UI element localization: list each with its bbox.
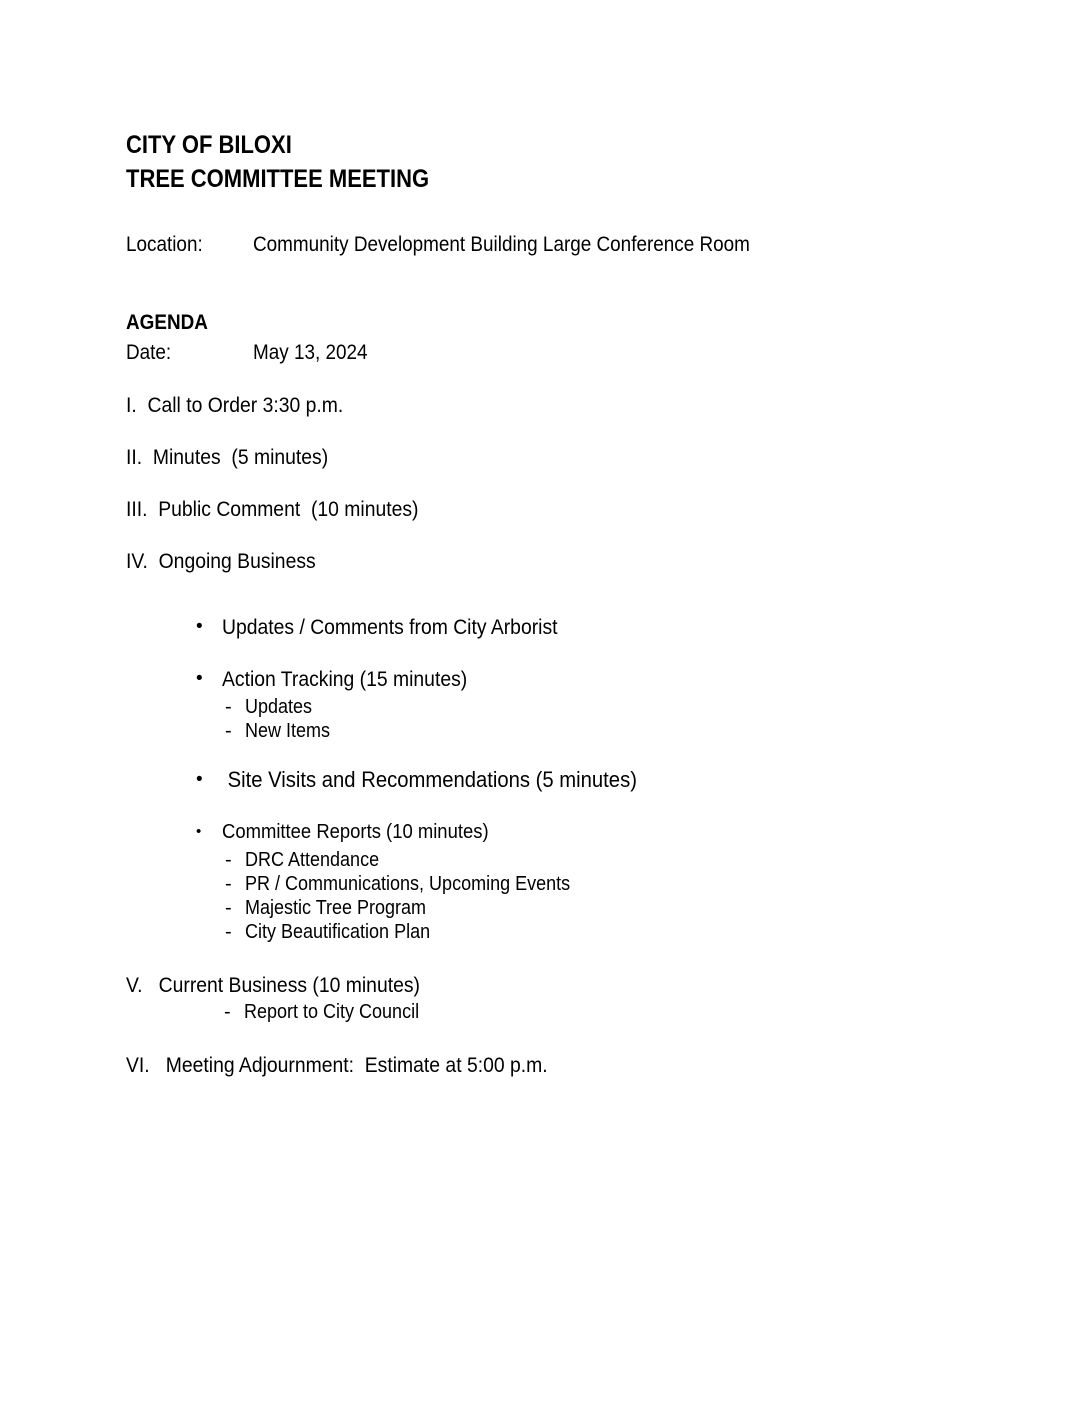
agenda-document-body (126, 128, 1006, 1080)
agenda-item-ii-text: II. Minutes (5 minutes) (126, 445, 329, 469)
bullet-item-action-tracking (196, 664, 1006, 694)
bullet-icon: • (196, 769, 203, 790)
bullet-item-committee-reports (196, 817, 1006, 847)
spacer-after-title (126, 196, 1006, 230)
location-value-cell (253, 230, 805, 260)
spacer-before-bullets-2 (126, 598, 1006, 612)
agenda-item-vi-text: VI. Meeting Adjournment: Estimate at 5:00 p.m. (126, 1053, 548, 1077)
date-label-cell (126, 338, 253, 368)
agenda-heading-text: AGENDA (126, 311, 208, 334)
agenda-section-v (126, 970, 1006, 1024)
document-title-line-1 (126, 128, 1006, 162)
dash-icon: - (225, 921, 232, 943)
bullet-item-arborist (196, 612, 1006, 642)
dash-icon: - (224, 1001, 231, 1023)
agenda-item-iii (126, 494, 1006, 524)
agenda-heading (126, 308, 1006, 338)
sub-item-city-beautification-plan (225, 920, 1006, 944)
bullet-icon: • (196, 823, 202, 840)
sub-item-drc-attendance-text: DRC Attendance (245, 849, 380, 871)
sub-item-city-beautification-plan-text: City Beautification Plan (245, 921, 431, 943)
bullet-item-committee-reports-text: Committee Reports (10 minutes) (222, 820, 489, 843)
agenda-item-i-text: I. Call to Order 3:30 p.m. (126, 393, 344, 417)
agenda-item-iv-text: IV. Ongoing Business (126, 549, 316, 573)
dash-icon: - (225, 696, 232, 718)
sub-item-majestic-tree-program (225, 896, 1006, 920)
agenda-item-v (126, 970, 1006, 1000)
agenda-item-v-text: V. Current Business (10 minutes) (126, 973, 420, 997)
spacer-after-location (126, 260, 1006, 294)
spacer-before-committee-reports (126, 795, 1006, 817)
sub-item-report-to-city-council (224, 1000, 1006, 1024)
bullet-item-site-visits-text: Site Visits and Recommendations (5 minutes) (222, 767, 637, 792)
location-label-cell (126, 230, 253, 260)
spacer-before-action-tracking (126, 642, 1006, 664)
document-title-line-1-text: CITY OF BILOXI (126, 131, 292, 159)
dash-icon: - (225, 720, 232, 742)
agenda-item-vi (126, 1050, 1006, 1080)
spacer-before-item-ii (126, 420, 1006, 442)
bullet-item-arborist-text: Updates / Comments from City Arborist (222, 615, 558, 639)
sub-item-updates-text: Updates (245, 696, 313, 718)
bullet-icon: • (196, 668, 203, 689)
spacer-after-location-2 (126, 294, 1006, 308)
bullet-item-action-tracking-text: Action Tracking (15 minutes) (222, 667, 468, 691)
spacer-before-item-iv (126, 524, 1006, 546)
date-label: Date: (126, 341, 172, 364)
document-title-line-2 (126, 162, 1006, 196)
dash-icon: - (225, 897, 232, 919)
sub-item-majestic-tree-program-text: Majestic Tree Program (245, 897, 427, 919)
sub-item-new-items-text: New Items (245, 720, 331, 742)
sub-item-drc-attendance (225, 848, 1006, 872)
sub-item-updates (225, 695, 1006, 719)
agenda-item-iii-text: III. Public Comment (10 minutes) (126, 497, 419, 521)
date-value-cell (253, 338, 380, 368)
date-value: May 13, 2024 (253, 341, 368, 364)
agenda-item-iv (126, 546, 1006, 576)
spacer-before-site-visits (126, 743, 1006, 765)
spacer-before-item-i (126, 368, 1006, 390)
sub-item-report-to-city-council-text: Report to City Council (244, 1001, 420, 1023)
agenda-section-vi (126, 1050, 1006, 1080)
action-tracking-sublist (126, 695, 1006, 743)
location-row (126, 230, 1006, 260)
spacer-before-bullets (126, 576, 1006, 598)
dash-icon: - (225, 849, 232, 871)
sub-item-pr-communications-text: PR / Communications, Upcoming Events (245, 873, 571, 895)
committee-reports-sublist (126, 848, 1006, 944)
bullet-item-site-visits (196, 765, 1006, 795)
document-title-line-2-text: TREE COMMITTEE MEETING (126, 165, 430, 193)
agenda-item-i (126, 390, 1006, 420)
spacer-before-item-iii (126, 472, 1006, 494)
sub-item-pr-communications (225, 872, 1006, 896)
location-value: Community Development Building Large Conference Room (253, 233, 750, 256)
location-label: Location: (126, 233, 203, 256)
date-row (126, 338, 1006, 368)
agenda-item-ii (126, 442, 1006, 472)
sub-item-new-items (225, 719, 1006, 743)
bullet-icon: • (196, 616, 203, 637)
dash-icon: - (225, 873, 232, 895)
